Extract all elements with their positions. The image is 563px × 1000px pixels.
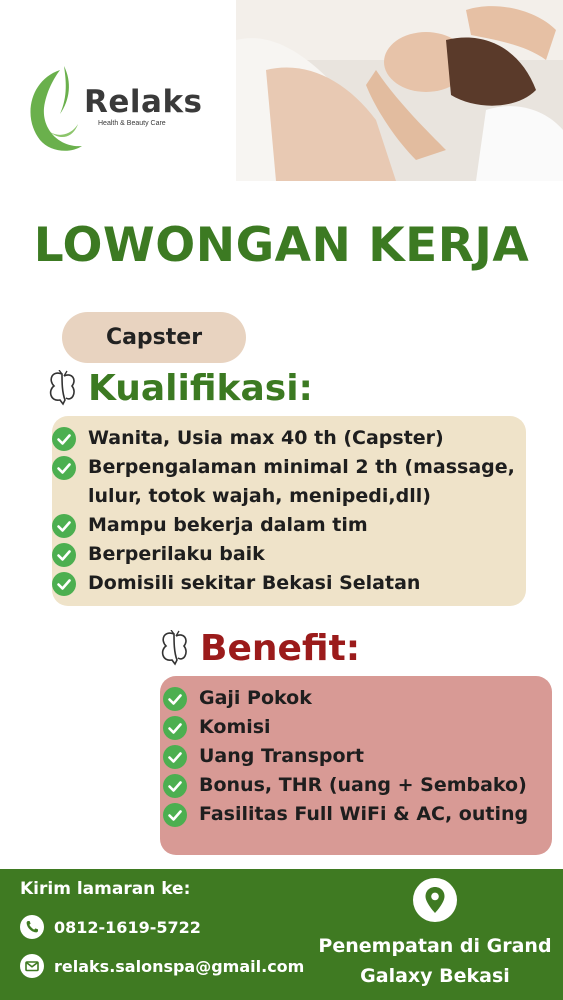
check-circle-icon: [163, 687, 187, 711]
butterfly-icon: [48, 370, 78, 408]
phone-contact[interactable]: [20, 915, 201, 939]
check-circle-icon: [163, 745, 187, 769]
list-item: [52, 511, 515, 540]
list-item-text: Mampu bekerja dalam tim: [88, 514, 368, 536]
list-item-text: lulur, totok wajah, menipedi,dll): [88, 485, 431, 507]
qualifications-title: Kualifikasi:: [88, 368, 313, 409]
benefits-heading: [160, 628, 360, 669]
placement-line-2: Galaxy Bekasi: [360, 965, 510, 987]
check-circle-icon: [52, 456, 76, 480]
phone-number[interactable]: 0812-1619-5722: [54, 917, 201, 937]
check-circle-icon: [163, 774, 187, 798]
list-item-continuation: [52, 482, 515, 511]
phone-icon: [20, 915, 44, 939]
list-item-text: Berpengalaman minimal 2 th (massage,: [88, 456, 515, 478]
check-circle-icon: [52, 427, 76, 451]
placement-line-1: Penempatan di Grand: [318, 935, 552, 957]
email-icon: [20, 954, 44, 978]
list-item: [163, 684, 528, 713]
check-circle-icon: [163, 803, 187, 827]
placement-location: [300, 931, 563, 991]
benefits-title: Benefit:: [200, 628, 361, 669]
check-circle-icon: [52, 514, 76, 538]
leaf-swirl-logo-icon: [20, 62, 90, 157]
list-item: [52, 424, 515, 453]
list-item-text: Berperilaku baik: [88, 543, 265, 565]
list-item-text: Gaji Pokok: [199, 687, 312, 709]
qualifications-list: [52, 424, 515, 598]
list-item-text: Komisi: [199, 716, 271, 738]
email-contact[interactable]: [20, 954, 304, 978]
benefits-list: [163, 684, 528, 829]
list-item-text: Fasilitas Full WiFi & AC, outing: [199, 803, 529, 825]
butterfly-icon: [160, 630, 190, 668]
brand-name: Relaks: [84, 84, 203, 120]
list-item: [163, 713, 528, 742]
role-badge: Capster: [62, 312, 246, 363]
list-item: [52, 569, 515, 598]
spa-massage-photo: [236, 0, 563, 181]
check-circle-icon: [163, 716, 187, 740]
check-circle-icon: [52, 572, 76, 596]
list-item: [163, 771, 528, 800]
brand-tagline: Health & Beauty Care: [98, 120, 166, 127]
list-item-text: Wanita, Usia max 40 th (Capster): [88, 427, 444, 449]
list-item-text: Uang Transport: [199, 745, 364, 767]
send-application-label: Kirim lamaran ke:: [20, 879, 191, 899]
list-item-text: Bonus, THR (uang + Sembako): [199, 774, 527, 796]
list-item: [163, 742, 528, 771]
brand-logo: [20, 62, 203, 157]
email-address[interactable]: relaks.salonspa@gmail.com: [54, 956, 305, 976]
contact-footer: [0, 869, 563, 1000]
location-pin-icon: [413, 878, 457, 922]
list-item: [52, 453, 515, 482]
list-item: [52, 540, 515, 569]
qualifications-heading: [48, 368, 313, 409]
page-title: LOWONGAN KERJA: [33, 218, 530, 273]
list-item: [163, 800, 528, 829]
list-item-text: Domisili sekitar Bekasi Selatan: [88, 572, 421, 594]
check-circle-icon: [52, 543, 76, 567]
